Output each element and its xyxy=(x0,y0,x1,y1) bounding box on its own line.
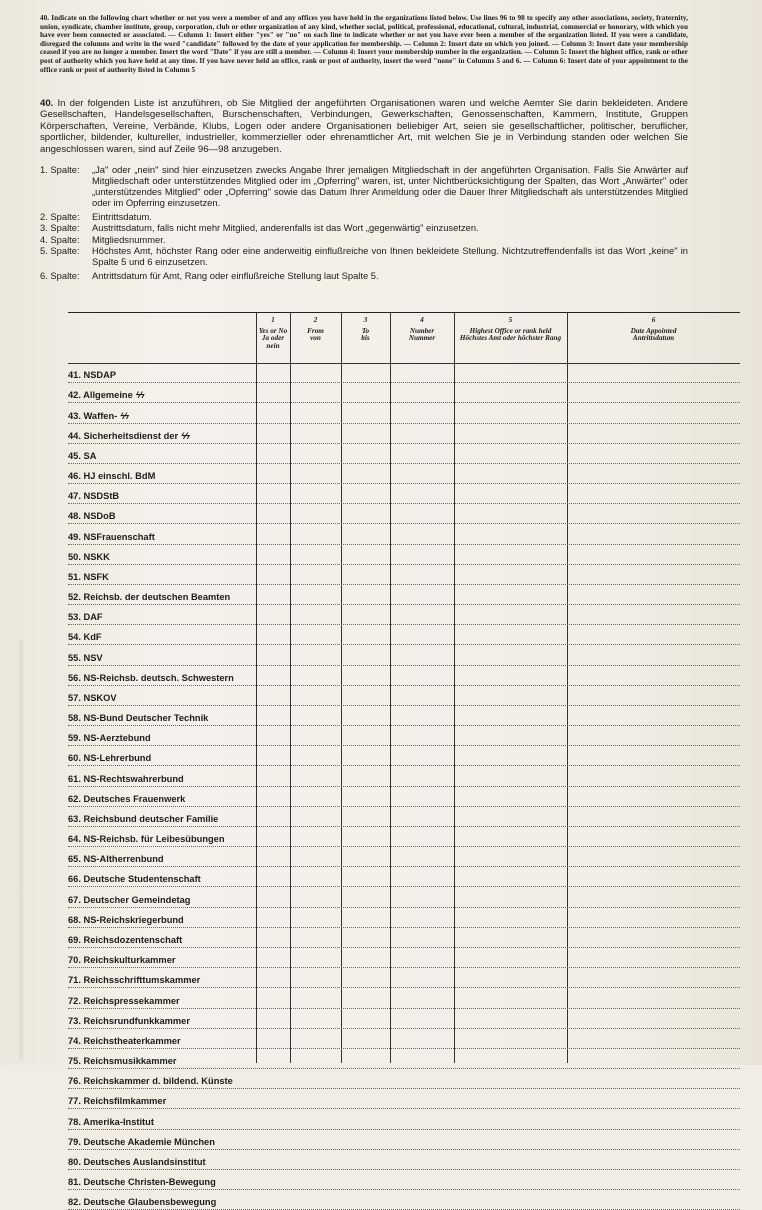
table-row[interactable] xyxy=(68,988,740,1008)
table-row[interactable] xyxy=(68,887,740,907)
organization-name: 57. NSKOV xyxy=(68,692,117,703)
organization-name: 58. NS-Bund Deutscher Technik xyxy=(68,713,209,724)
table-row[interactable] xyxy=(68,1150,740,1170)
header-english: From xyxy=(307,326,324,335)
organization-label xyxy=(68,814,218,824)
organization-name: 81. Deutsche Christen-Bewegung xyxy=(68,1177,216,1188)
organization-name: 64. NS-Reichsb. für Leibesübungen xyxy=(68,834,225,845)
membership-table xyxy=(68,312,740,1208)
organization-label xyxy=(68,1096,166,1106)
header-column-4 xyxy=(390,317,454,343)
column-explanation xyxy=(40,270,688,281)
organization-name: 79. Deutsche Akademie München xyxy=(68,1136,215,1147)
organization-label xyxy=(68,511,116,521)
table-row[interactable] xyxy=(68,847,740,867)
column-explanation-text: Antrittsdatum für Amt, Rang oder einflußreiche Stellung laut Spalte 5. xyxy=(92,269,379,281)
table-row[interactable] xyxy=(68,625,740,645)
column-explanation xyxy=(40,164,688,208)
organization-name: 43. Waffen- xyxy=(68,410,118,421)
organization-name: 49. NSFrauenschaft xyxy=(68,531,155,542)
table-row[interactable] xyxy=(68,807,740,827)
organization-name: 66. Deutsche Studentenschaft xyxy=(68,874,201,885)
column-explanation xyxy=(40,211,688,222)
organization-label xyxy=(68,915,184,925)
table-row[interactable] xyxy=(68,424,740,444)
organization-label xyxy=(68,653,103,663)
table-row[interactable] xyxy=(68,948,740,968)
organization-label xyxy=(68,713,208,723)
header-number: 1 xyxy=(271,316,275,324)
table-row[interactable] xyxy=(68,504,740,524)
header-english: Yes or No xyxy=(258,326,288,335)
table-row[interactable] xyxy=(68,383,740,403)
column-explanation xyxy=(40,245,688,267)
organization-label xyxy=(68,592,230,602)
table-row[interactable] xyxy=(68,766,740,786)
paper-crease xyxy=(18,640,24,1060)
header-column-5 xyxy=(454,317,567,343)
table-row[interactable] xyxy=(68,585,740,605)
organization-name: 60. NS-Lehrerbund xyxy=(68,753,152,764)
organization-label xyxy=(68,1036,181,1046)
organization-label xyxy=(68,753,151,763)
table-row[interactable] xyxy=(68,928,740,948)
table-row[interactable] xyxy=(68,1170,740,1190)
table-row[interactable] xyxy=(68,726,740,746)
table-row[interactable] xyxy=(68,1190,740,1210)
header-english: Number xyxy=(409,326,435,335)
header-german: Antrittsdatum xyxy=(632,334,675,343)
table-row[interactable] xyxy=(68,686,740,706)
column-explanation xyxy=(40,222,688,233)
ss-rune-symbol: ϟϟ xyxy=(181,430,189,441)
table-row[interactable] xyxy=(68,645,740,665)
organization-label xyxy=(68,1157,206,1167)
table-row[interactable] xyxy=(68,1029,740,1049)
column-explanation-label: 4. Spalte: xyxy=(40,233,80,245)
header-german: Ja oder nein xyxy=(261,334,285,350)
table-row[interactable] xyxy=(68,968,740,988)
organization-name: 50. NSKK xyxy=(68,551,110,562)
table-row[interactable] xyxy=(68,787,740,807)
organization-label xyxy=(68,874,201,884)
table-row[interactable] xyxy=(68,1130,740,1150)
header-english: To xyxy=(361,326,370,335)
organization-label xyxy=(68,612,103,622)
table-row[interactable] xyxy=(68,464,740,484)
organization-name: 65. NS-Altherrenbund xyxy=(68,854,164,865)
table-rows xyxy=(68,363,740,1210)
column-explanation-text: Eintrittsdatum. xyxy=(92,211,152,223)
organization-name: 76. Reichskammer d. bildend. Künste xyxy=(68,1076,233,1087)
column-explanation-text: Höchstes Amt, höchster Rang oder eine anderweitig einflußreiche von Ihnen bekleidete Stellung. Nichtzutreffendenfalls ist das Wort „keine" in Spalte 5 und 6 einzusetzen. xyxy=(92,244,688,267)
organization-name: 45. SA xyxy=(68,450,97,461)
header-number: 3 xyxy=(363,316,368,324)
organization-label xyxy=(68,390,144,400)
organization-label xyxy=(68,471,155,481)
organization-name: 80. Deutsches Auslandsinstitut xyxy=(68,1156,206,1167)
table-row[interactable] xyxy=(68,403,740,423)
table-row[interactable] xyxy=(68,565,740,585)
organization-label xyxy=(68,411,128,421)
table-row[interactable] xyxy=(68,827,740,847)
header-number: 5 xyxy=(508,316,513,324)
table-row[interactable] xyxy=(68,605,740,625)
header-number: 2 xyxy=(313,316,318,324)
table-row[interactable] xyxy=(68,545,740,565)
header-english: Highest Office or rank held xyxy=(469,326,552,335)
header-number: 6 xyxy=(651,316,656,324)
organization-label xyxy=(68,955,175,965)
column-explanations xyxy=(40,164,688,281)
organization-label xyxy=(68,794,185,804)
table-row[interactable] xyxy=(68,1049,740,1069)
organization-name: 75. Reichsmusikkammer xyxy=(68,1056,177,1067)
organization-label xyxy=(68,1117,154,1127)
column-explanation-label: 6. Spalte: xyxy=(40,269,80,281)
ss-rune-symbol: ϟϟ xyxy=(135,390,144,401)
column-explanation-text: Mitgliedsnummer. xyxy=(92,233,166,245)
organization-name: 74. Reichstheaterkammer xyxy=(68,1035,181,1046)
organization-name: 54. KdF xyxy=(68,632,102,643)
organization-label xyxy=(68,451,96,461)
organization-name: 41. NSDAP xyxy=(68,370,117,381)
organization-name: 77. Reichsfilmkammer xyxy=(68,1096,167,1107)
instructions-english: 40. Indicate on the following chart whether or not you were a member of and any offices you have held in the organizations listed below. Use lines 96 to 98 to specify any other associations, society, fraternity, union, syndicate, chamber institute, group, corporation, club or other organization of any kind, whether social, political, professional, educational, cultural, industrial, commercial or honorary, with which you have ever been connected or associated. — Column 1: Insert either "yes" or "no" on each line to indicate whether or not you have ever been a member of the organization listed. If you were a candidate, disregard the columns and write in the word "candidate" followed by the date of your application for membership. — Column 2: Insert date on which you joined. — Column 3: Insert date your membership ceased if you are no longer a member. Insert the word "Date" if you are still a member. — Column 4: Insert your membership number in the organization. — Column 5: Insert the highest office, rank or other post of authority which you have held at any time. If you have never held an office, rank or post of authority, insert the word "none" in Columns 5 and 6. — Column 6: Insert date of your appointment to the office rank or post of authority listed in Column 5 xyxy=(40,14,688,74)
header-column-2 xyxy=(290,317,341,343)
table-row[interactable] xyxy=(68,363,740,383)
organization-label xyxy=(68,1197,216,1207)
organization-name: 51. NSFK xyxy=(68,571,109,582)
table-row[interactable] xyxy=(68,746,740,766)
column-explanation-text: „Ja" oder „nein" sind hier einzusetzen zwecks Angabe Ihrer jemaligen Mitgliedschaft in der angeführten Organisation. Falls Sie Anwärter auf Mitgliedschaft oder unterstützendes Mitglied oder im „Opferring" waren, ist, unter Nichtberücksichtigung der Spalten, das Wort „Anwärter" oder „unterstützendes Mitglied" oder „Opferring" sowie das Datum Ihrer Anmeldung oder die Dauer Ihrer Mitgliedschaft als unterstützendes Mitglied oder im Opferring einzusetzen. xyxy=(92,164,688,209)
organization-label xyxy=(68,693,117,703)
organization-name: 71. Reichsschrifttumskammer xyxy=(68,975,201,986)
organization-label xyxy=(68,895,190,905)
table-row[interactable] xyxy=(68,444,740,464)
table-row[interactable] xyxy=(68,1089,740,1109)
table-row[interactable] xyxy=(68,484,740,504)
column-explanation-label: 3. Spalte: xyxy=(40,222,80,234)
organization-name: 56. NS-Reichsb. deutsch. Schwestern xyxy=(68,672,234,683)
organization-name: 42. Allgemeine xyxy=(68,390,133,401)
organization-label xyxy=(68,532,155,542)
table-row[interactable] xyxy=(68,908,740,928)
organization-name: 69. Reichsdozentenschaft xyxy=(68,934,183,945)
organization-label xyxy=(68,1177,216,1187)
header-column-1 xyxy=(256,317,290,350)
organization-label xyxy=(68,1076,233,1086)
header-german: Höchstes Amt oder höchster Rang xyxy=(459,334,562,343)
organization-name: 62. Deutsches Frauenwerk xyxy=(68,793,186,804)
organization-name: 52. Reichsb. der deutschen Beamten xyxy=(68,592,231,603)
instructions-german-text: In der folgenden Liste ist anzuführen, ob Sie Mitglied der angeführten Organisationen waren und welche Aemter Sie darin bekleideten. Andere Gesellschaften, Handelsgesellschaften, Burschenschaften, Verbindungen, Gewerkschaften, Genossenschaften, Kammern, Institute, Gruppen Körperschaften, Vereine, Verbände, Klubs, Logen oder andere Organisationen beliebiger Art, seien sie gesellschaftlicher, politischer, beruflicher, sportlicher, bildender, kultureller, industrieller, kommerzieller oder ehrenamtlicher Art, mit welchen Sie je in Verbindung standen oder welchen Sie angeschlossen waren, sind auf Zeile 96—98 anzugeben. xyxy=(40,98,688,155)
organization-name: 44. Sicherheitsdienst der xyxy=(68,430,179,441)
column-explanation-label: 1. Spalte: xyxy=(40,164,80,175)
organization-name: 48. NSDoB xyxy=(68,511,116,522)
column-explanation-label: 2. Spalte: xyxy=(40,211,80,223)
organization-label xyxy=(68,370,116,380)
organization-label xyxy=(68,431,189,441)
question-number: 40. xyxy=(40,98,54,109)
organization-label xyxy=(68,1016,190,1026)
organization-name: 68. NS-Reichskriegerbund xyxy=(68,914,184,925)
organization-label xyxy=(68,854,164,864)
organization-label xyxy=(68,673,234,683)
organization-label xyxy=(68,935,182,945)
organization-name: 59. NS-Aerztebund xyxy=(68,733,151,744)
organization-label xyxy=(68,996,180,1006)
table-row[interactable] xyxy=(68,524,740,544)
organization-name: 67. Deutscher Gemeindetag xyxy=(68,894,191,905)
organization-label xyxy=(68,1137,215,1147)
header-column-3 xyxy=(341,317,390,343)
table-row[interactable] xyxy=(68,1109,740,1129)
organization-name: 82. Deutsche Glaubensbewegung xyxy=(68,1197,217,1208)
column-explanation-label: 5. Spalte: xyxy=(40,244,80,256)
organization-name: 61. NS-Rechtswahrerbund xyxy=(68,773,184,784)
table-row[interactable] xyxy=(68,666,740,686)
organization-name: 63. Reichsbund deutscher Familie xyxy=(68,813,219,824)
header-english: Date Appointed xyxy=(630,326,677,335)
header-number: 4 xyxy=(420,316,424,324)
table-row[interactable] xyxy=(68,706,740,726)
organization-name: 46. HJ einschl. BdM xyxy=(68,471,156,482)
header-german: bis xyxy=(361,334,370,343)
organization-label xyxy=(68,572,109,582)
table-row[interactable] xyxy=(68,1069,740,1089)
instructions-german xyxy=(40,98,688,155)
header-column-6 xyxy=(567,317,740,343)
organization-label xyxy=(68,774,184,784)
organization-name: 72. Reichspressekammer xyxy=(68,995,180,1006)
organization-label xyxy=(68,975,200,985)
table-row[interactable] xyxy=(68,1009,740,1029)
column-explanation-text: Austrittsdatum, falls nicht mehr Mitglied, anderenfalls ist das Wort „gegenwärtig" einzusetzen. xyxy=(92,222,479,234)
header-german: Nummer xyxy=(408,334,436,343)
organization-label xyxy=(68,491,119,501)
organization-label xyxy=(68,834,225,844)
organization-name: 78. Amerika-Institut xyxy=(68,1116,154,1127)
organization-name: 47. NSDStB xyxy=(68,491,120,502)
organization-name: 70. Reichskulturkammer xyxy=(68,955,176,966)
header-german: von xyxy=(310,334,321,343)
column-explanation xyxy=(40,234,688,245)
ss-rune-symbol: ϟϟ xyxy=(120,410,129,421)
organization-label xyxy=(68,632,102,642)
organization-label xyxy=(68,733,151,743)
organization-name: 55. NSV xyxy=(68,652,103,663)
organization-name: 73. Reichsrundfunkkammer xyxy=(68,1015,190,1026)
organization-label xyxy=(68,552,110,562)
table-row[interactable] xyxy=(68,867,740,887)
organization-name: 53. DAF xyxy=(68,612,103,623)
